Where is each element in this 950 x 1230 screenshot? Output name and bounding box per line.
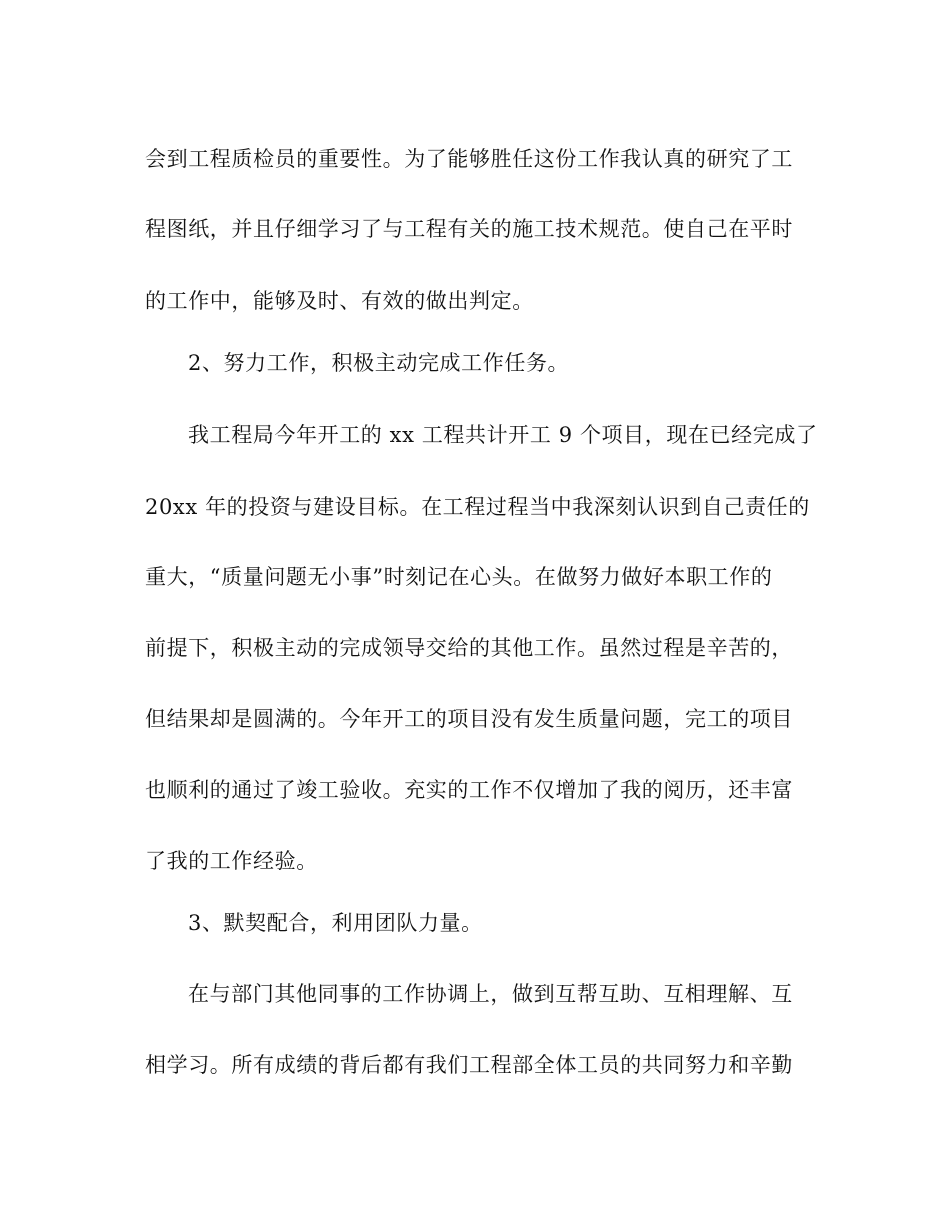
text-line: 20xx 年的投资与建设目标。在工程过程当中我深刻认识到自己责任的	[145, 495, 810, 519]
text-line: 程图纸，并且仔细学习了与工程有关的施工技术规范。使自己在平时	[145, 217, 793, 241]
paragraph-start-line: 在与部门其他同事的工作协调上，做到互帮互助、互相理解、互	[188, 982, 793, 1006]
text-line: 前提下，积极主动的完成领导交给的其他工作。虽然过程是辛苦的，	[145, 636, 793, 660]
text-line: 的工作中，能够及时、有效的做出判定。	[145, 289, 534, 313]
text-line: 但结果却是圆满的。今年开工的项目没有发生质量问题，完工的项目	[145, 707, 793, 731]
text-line: 了我的工作经验。	[145, 849, 318, 873]
text-line: 也顺利的通过了竣工验收。充实的工作不仅增加了我的阅历，还丰富	[145, 778, 793, 802]
text-line: 会到工程质检员的重要性。为了能够胜任这份工作我认真的研究了工	[145, 147, 793, 171]
paragraph-start-line: 我工程局今年开工的 xx 工程共计开工 9 个项目，现在已经完成了	[188, 423, 818, 447]
section-heading: 2、努力工作，积极主动完成工作任务。	[188, 351, 570, 375]
text-line: 重大，“质量问题无小事”时刻记在心头。在做努力做好本职工作的	[145, 565, 773, 589]
section-heading: 3、默契配合，利用团队力量。	[188, 911, 483, 935]
text-line: 相学习。所有成绩的背后都有我们工程部全体工员的共同努力和辛勤	[145, 1053, 793, 1077]
